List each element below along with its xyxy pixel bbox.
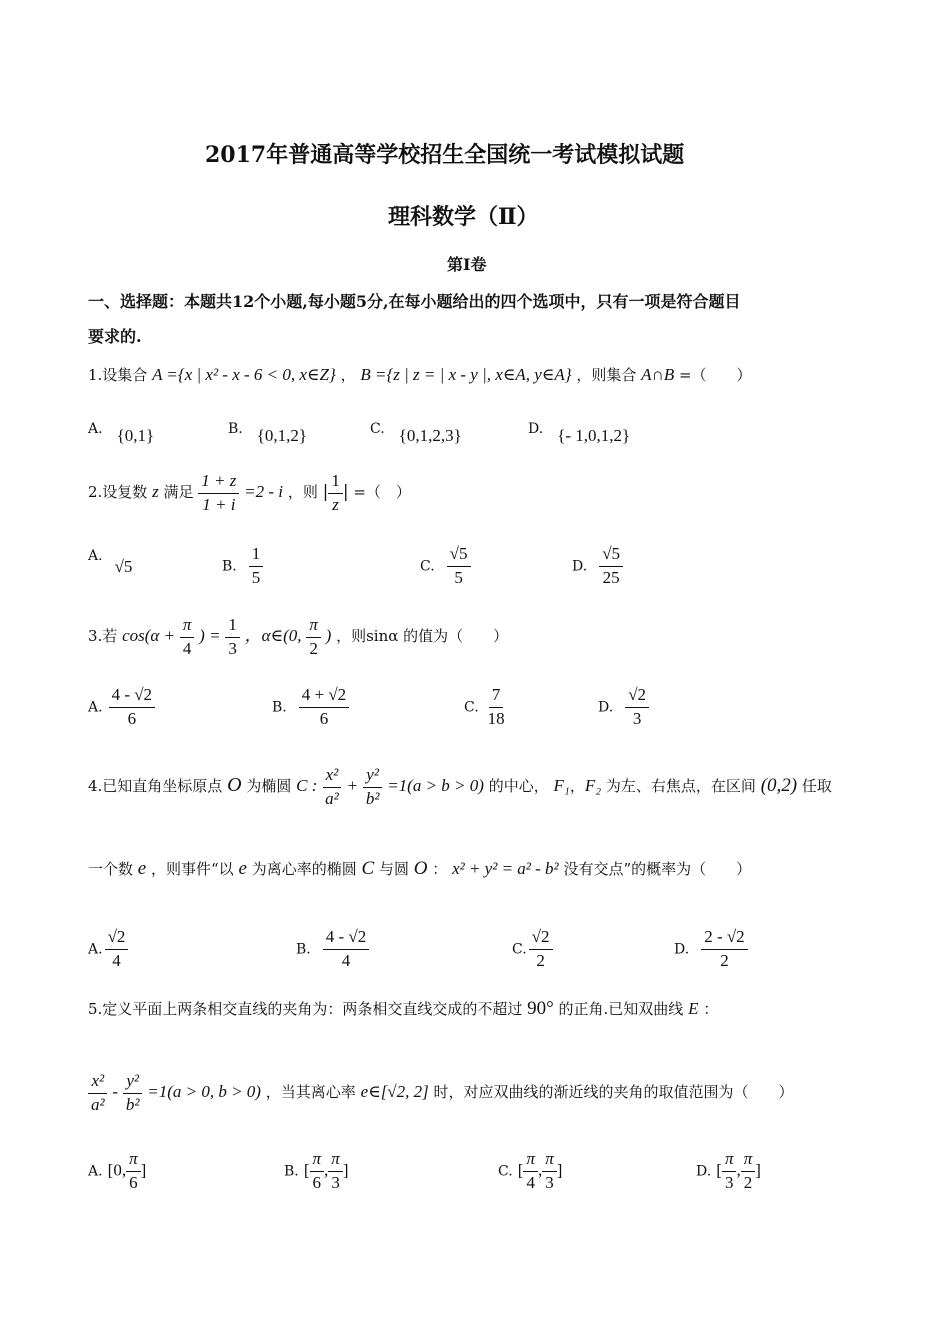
- q4-f1: F₁: [553, 776, 570, 796]
- denominator: 6: [127, 708, 137, 728]
- q3-close: ): [325, 626, 332, 646]
- page-subtitle: 理科数学（Ⅱ）: [388, 204, 539, 230]
- denominator: a²: [325, 788, 339, 808]
- option-pre: [0,: [107, 1160, 127, 1180]
- q4-mid3: 为左、右焦点，在区间: [605, 777, 756, 796]
- q4-mid4: 任取: [801, 777, 832, 796]
- option-label: A.: [88, 699, 103, 716]
- option-label: B.: [222, 558, 237, 575]
- option-fraction: [323, 928, 370, 970]
- denominator: 4: [182, 638, 192, 658]
- option-fraction: [485, 686, 508, 728]
- volume-label: 第Ⅰ卷: [447, 255, 487, 274]
- numerator: 4 + √2: [299, 686, 349, 708]
- q3-rhs-fraction: [225, 616, 240, 658]
- question-1: [88, 364, 752, 385]
- option-label: C.: [512, 941, 527, 958]
- q4-f2: F₂: [584, 776, 602, 796]
- q4-mid1: 为椭圆: [246, 777, 292, 796]
- q4-mid2: 的中心，: [488, 777, 549, 796]
- q5-minus: -: [112, 1082, 119, 1102]
- q2-option-b: [222, 545, 263, 587]
- q5-line1: 5.定义平面上两条相交直线的夹角为：两条相交直线交成的不超过: [88, 1000, 523, 1018]
- q2-option-d: [572, 545, 623, 587]
- q4-e2: e: [238, 858, 247, 879]
- option-label: D.: [572, 558, 588, 575]
- denominator: 2: [720, 950, 729, 970]
- q5-option-a: [88, 1150, 146, 1192]
- option-fraction: [126, 1150, 141, 1192]
- denominator: 6: [312, 1172, 322, 1192]
- q1-option-c: [370, 418, 462, 445]
- denominator: b²: [365, 788, 380, 808]
- q4-c2: C: [361, 858, 375, 879]
- denominator: b²: [125, 1094, 140, 1114]
- option-label: B.: [228, 421, 243, 437]
- q5-tail: 时，对应双曲线的渐近线的夹角的取值范围为（ ）: [433, 1083, 794, 1102]
- q1-prefix: 1.设集合: [88, 366, 148, 384]
- q2-eq: =2 - i: [244, 482, 284, 502]
- q3-alpha: ，α∈(0,: [244, 626, 302, 646]
- option-value: {0,1,2}: [256, 426, 308, 445]
- option-post: ]: [556, 1160, 563, 1180]
- q3-cos: cos(α +: [122, 626, 176, 646]
- denominator: 18: [487, 708, 505, 728]
- option-pre: [: [303, 1160, 310, 1180]
- option-label: D.: [598, 699, 614, 716]
- q1-option-a: [88, 418, 155, 445]
- q5-option-c: [498, 1150, 562, 1192]
- q2-option-a: [88, 545, 133, 576]
- denominator: 4: [112, 950, 121, 970]
- numerator: π: [328, 1150, 343, 1172]
- q5-x-fraction: [88, 1072, 108, 1114]
- q1-set-a: A ={x | x² - x - 6 < 0, x∈Z}: [152, 365, 336, 384]
- option-post: ]: [342, 1160, 349, 1180]
- denominator: 5: [251, 567, 261, 587]
- option-label: B.: [296, 941, 311, 958]
- numerator: π: [542, 1150, 557, 1172]
- option-fraction-2: [741, 1150, 756, 1192]
- denominator: 3: [545, 1172, 554, 1192]
- option-fraction: [599, 545, 623, 587]
- option-label: C.: [370, 421, 385, 437]
- numerator: √2: [625, 686, 649, 708]
- option-fraction-1: [523, 1150, 538, 1192]
- q4-e: e: [137, 858, 147, 879]
- numerator: √2: [105, 928, 129, 950]
- numerator: 1: [225, 616, 240, 638]
- q5-e: E: [688, 999, 699, 1018]
- option-value: {0,1,2,3}: [398, 426, 462, 445]
- q2-tail: =（ ）: [353, 483, 411, 502]
- numerator: y²: [123, 1072, 142, 1094]
- denominator: 5: [454, 567, 463, 587]
- q2-var: z: [152, 482, 159, 502]
- option-label: D.: [696, 1163, 712, 1180]
- q3-alpha-fraction: [306, 616, 321, 658]
- option-value: √5: [114, 557, 133, 576]
- q5-line1b: 的正角.已知双曲线: [558, 1000, 684, 1018]
- q2-fraction: [198, 472, 239, 514]
- section-heading-line1: 一、选择题：本题共12个小题,每小题5分,在每小题给出的四个选项中，只有一项是符合题目: [88, 292, 741, 311]
- option-post: ]: [140, 1160, 147, 1180]
- q3-tail: ，则sinα 的值为（ ）: [336, 627, 509, 646]
- option-pre: [: [517, 1160, 524, 1180]
- q4-circle: x² + y² = a² - b²: [452, 859, 559, 878]
- q4-x-fraction: [322, 766, 342, 808]
- option-fraction-1: [310, 1150, 325, 1192]
- option-fraction-1: [722, 1150, 737, 1192]
- numerator: π: [310, 1150, 325, 1172]
- option-fraction-2: [328, 1150, 343, 1192]
- option-label: D.: [674, 941, 690, 958]
- option-fraction: [447, 545, 471, 587]
- q1-set-b: B ={z | z = | x - y |, x∈A, y∈A}: [360, 365, 572, 384]
- denominator: 3: [632, 708, 642, 728]
- question-3: [88, 616, 508, 658]
- q1-tail: =（ ）: [678, 366, 752, 384]
- q3-eq: ) =: [199, 626, 221, 646]
- numerator: 7: [489, 686, 504, 708]
- numerator: 1: [328, 472, 343, 494]
- option-sep: ,: [537, 1160, 543, 1180]
- option-label: A.: [88, 421, 103, 437]
- q4-prefix: 4.已知直角坐标原点: [88, 777, 223, 796]
- denominator: 3: [724, 1172, 734, 1192]
- q3-prefix: 3.若: [88, 627, 118, 646]
- numerator: π: [306, 616, 321, 638]
- option-value: {- 1,0,1,2}: [557, 426, 631, 445]
- q4-comma: ，: [569, 777, 585, 796]
- q4-option-c: [512, 928, 553, 970]
- q4-o2: O: [413, 858, 428, 879]
- option-sep: ,: [324, 1160, 329, 1180]
- denominator: a²: [91, 1094, 105, 1114]
- q4-option-a: [88, 928, 128, 970]
- q4-line2b: ，则事件“以: [151, 860, 234, 878]
- option-fraction: [109, 686, 156, 728]
- denominator: 3: [228, 638, 237, 658]
- q3-option-c: [464, 686, 508, 728]
- numerator: 4 - √2: [323, 928, 370, 950]
- numerator: y²: [363, 766, 382, 788]
- q1-expr: A∩B: [641, 365, 675, 384]
- q4-plus: +: [346, 776, 359, 796]
- option-fraction: [249, 545, 264, 587]
- section-heading-line2: 要求的.: [88, 327, 142, 346]
- numerator: 4 - √2: [109, 686, 156, 708]
- q4-option-b: [296, 928, 369, 970]
- option-label: C.: [464, 699, 479, 716]
- option-label: D.: [528, 421, 544, 437]
- question-2: 2.设复数 z 满足 $\frac{1 + z}{1 + i}$ =2 - i ，则 | $\frac{1}{z}$ | =（ ）: [88, 471, 411, 514]
- option-label: B.: [284, 1163, 299, 1180]
- numerator: 1 + z: [198, 472, 239, 494]
- q4-line2e: ：: [432, 860, 448, 878]
- denominator: 2: [743, 1172, 753, 1192]
- numerator: 1: [249, 545, 264, 567]
- q5-colon: ：: [703, 1000, 719, 1018]
- q4-option-d: [674, 928, 748, 970]
- denominator: 6: [129, 1172, 138, 1192]
- q4-origin: O: [227, 774, 242, 797]
- q2-prefix: 2.设复数: [88, 483, 148, 502]
- numerator: x²: [323, 766, 342, 788]
- q4-line2d: 与圆: [378, 860, 409, 878]
- numerator: √5: [447, 545, 471, 567]
- q1-option-d: [528, 418, 631, 445]
- q4-line2c: 为离心率的椭圆: [251, 860, 357, 878]
- option-label: B.: [272, 699, 287, 716]
- q5-range: e∈[√2, 2]: [360, 1082, 429, 1102]
- denominator: 25: [602, 567, 620, 587]
- question-4-line2: [88, 858, 751, 880]
- q1-ask: ，则集合: [576, 366, 637, 384]
- option-pre: [: [716, 1160, 722, 1180]
- numerator: x²: [88, 1072, 107, 1094]
- question-5-line2: [88, 1072, 794, 1114]
- numerator: 2 - √2: [701, 928, 748, 950]
- numerator: π: [126, 1150, 141, 1172]
- q4-eq: =1(a > b > 0): [387, 776, 484, 796]
- denominator: 4: [526, 1172, 535, 1192]
- question-4-line1: [88, 766, 832, 808]
- option-value: {0,1}: [116, 426, 155, 445]
- question-5-line1: [88, 998, 718, 1020]
- q5-eq: =1(a > 0, b > 0): [147, 1082, 261, 1102]
- q3-option-d: [598, 686, 649, 728]
- q5-degree: 90°: [527, 998, 554, 1019]
- denominator: 2: [536, 950, 545, 970]
- q2-abs-fraction: [328, 472, 343, 514]
- q3-pi-fraction: [180, 616, 195, 658]
- option-label: A.: [88, 1163, 103, 1180]
- option-sep: ,: [736, 1160, 741, 1180]
- option-label: C.: [498, 1163, 513, 1180]
- q3-option-a: [88, 686, 155, 728]
- numerator: π: [741, 1150, 756, 1172]
- q4-y-fraction: [363, 766, 383, 808]
- numerator: π: [523, 1150, 538, 1172]
- q1-option-b: [228, 418, 308, 445]
- numerator: √2: [529, 928, 553, 950]
- denominator: 3: [331, 1172, 340, 1192]
- q5-y-fraction: [123, 1072, 143, 1114]
- option-fraction: [701, 928, 748, 970]
- q5-mid: ，当其离心率: [265, 1083, 356, 1102]
- q5-option-d: [696, 1150, 761, 1192]
- option-fraction: [299, 686, 349, 728]
- q2-then: ，则: [287, 483, 318, 502]
- q3-option-b: [272, 686, 349, 728]
- q4-interval: (0,2): [760, 775, 798, 797]
- denominator: 1 + i: [202, 494, 236, 514]
- q2-mid: 满足: [163, 483, 194, 502]
- q5-option-b: [284, 1150, 349, 1192]
- option-label: A.: [88, 941, 103, 958]
- q4-line2f: 没有交点”的概率为（ ）: [563, 860, 752, 878]
- option-fraction: [529, 928, 553, 970]
- option-fraction: [625, 686, 649, 728]
- denominator: 2: [309, 638, 318, 658]
- q4-line2a: 一个数: [88, 860, 134, 878]
- denominator: 4: [341, 950, 351, 970]
- denominator: 6: [319, 708, 329, 728]
- numerator: π: [180, 616, 195, 638]
- numerator: √5: [599, 545, 623, 567]
- numerator: π: [722, 1150, 737, 1172]
- option-fraction-2: [542, 1150, 557, 1192]
- q1-comma: ，: [340, 366, 356, 384]
- option-label: C.: [420, 558, 435, 575]
- page-title: 2017年普通高等学校招生全国统一考试模拟试题: [205, 142, 685, 168]
- option-label: A.: [88, 548, 103, 564]
- q2-option-c: [420, 545, 471, 587]
- option-post: ]: [755, 1160, 761, 1180]
- q4-ellipse: C :: [296, 776, 318, 796]
- option-fraction: [105, 928, 129, 970]
- denominator: z: [332, 494, 339, 514]
